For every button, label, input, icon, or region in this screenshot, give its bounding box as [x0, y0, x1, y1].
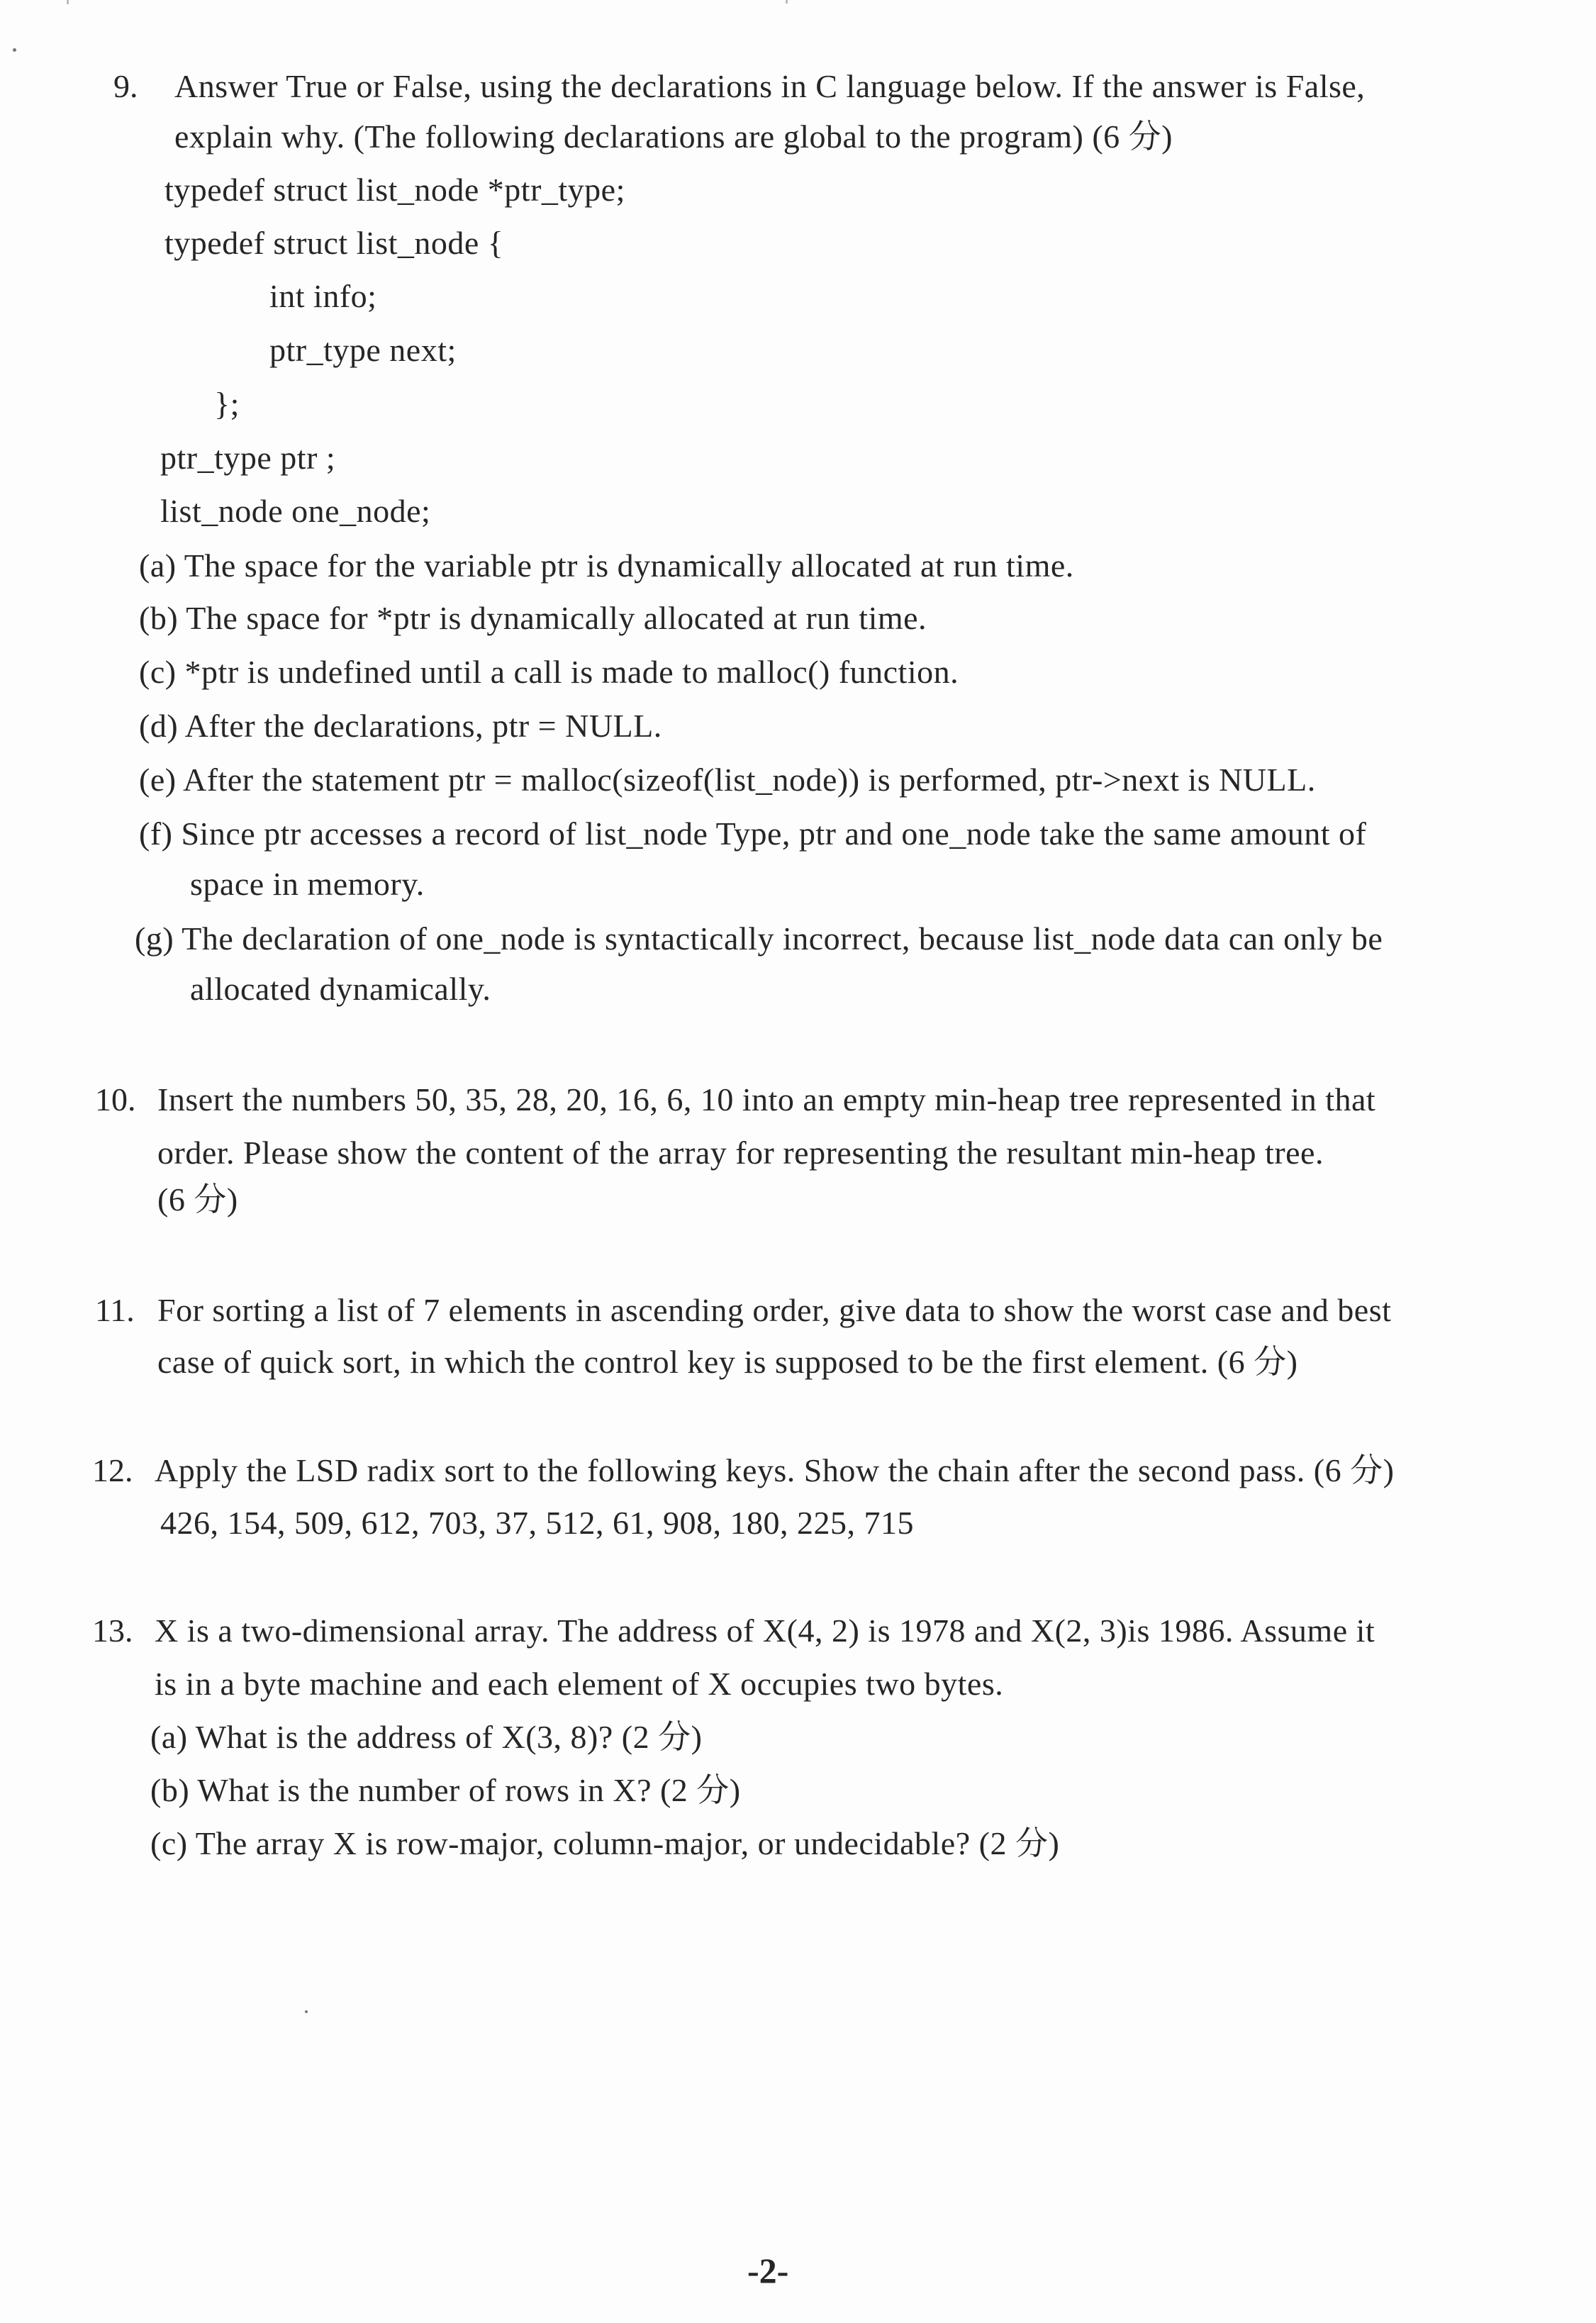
- q11-number: 11.: [95, 1292, 135, 1328]
- q13-item-a: (a) What is the address of X(3, 8)? (2 分): [150, 1719, 703, 1755]
- q13-line-2: is in a byte machine and each element of X occupies two bytes.: [155, 1666, 1004, 1702]
- q10-number: 10.: [95, 1081, 136, 1118]
- q13-line-1: X is a two-dimensional array. The address of X(4, 2) is 1978 and X(2, 3)is 1986. Assume it: [155, 1612, 1375, 1649]
- q12-line-1: Apply the LSD radix sort to the following keys. Show the chain after the second pass. (6 分): [155, 1452, 1395, 1488]
- page-number: -2-: [747, 2251, 789, 2290]
- q9-line-2: explain why. (The following declarations are global to the program) (6 分): [174, 118, 1173, 155]
- q9-item-f-line-1: (f) Since ptr accesses a record of list_node Type, ptr and one_node take the same amount of: [139, 815, 1367, 852]
- q10-line-3: (6 分): [157, 1181, 238, 1218]
- q11-line-1: For sorting a list of 7 elements in ascending order, give data to show the worst case and best: [157, 1292, 1392, 1328]
- q9-code-line-7: list_node one_node;: [160, 493, 431, 529]
- q9-code-line-3: int info;: [269, 278, 377, 314]
- q13-item-c: (c) The array X is row-major, column-major, or undecidable? (2 分): [150, 1825, 1060, 1861]
- q9-code-line-4: ptr_type next;: [269, 332, 457, 368]
- q9-item-f-line-2: space in memory.: [190, 866, 425, 902]
- scan-mark-top-mid: [786, 0, 788, 4]
- q11-line-2: case of quick sort, in which the control key is supposed to be the first element. (6 分): [157, 1344, 1298, 1380]
- scan-speck-bottom: [305, 2010, 308, 2013]
- q9-code-line-1: typedef struct list_node *ptr_type;: [164, 172, 625, 208]
- q9-code-line-5: };: [214, 386, 240, 422]
- q10-line-1: Insert the numbers 50, 35, 28, 20, 16, 6, 10 into an empty min-heap tree represented in that: [157, 1081, 1376, 1118]
- q13-number: 13.: [92, 1612, 133, 1649]
- q9-code-line-6: ptr_type ptr ;: [160, 440, 336, 476]
- q9-item-a: (a) The space for the variable ptr is dynamically allocated at run time.: [139, 547, 1074, 584]
- q9-code-line-2: typedef struct list_node {: [164, 225, 504, 261]
- q9-item-g-line-1: (g) The declaration of one_node is syntactically incorrect, because list_node data can only be: [135, 920, 1383, 957]
- q10-line-2: order. Please show the content of the array for representing the resultant min-heap tree.: [157, 1135, 1324, 1171]
- q9-line-1: Answer True or False, using the declarations in C language below. If the answer is False,: [174, 68, 1366, 104]
- q9-item-c: (c) *ptr is undefined until a call is made to malloc() function.: [139, 654, 959, 690]
- q9-item-b: (b) The space for *ptr is dynamically allocated at run time.: [139, 600, 927, 636]
- q12-keys-line: 426, 154, 509, 612, 703, 37, 512, 61, 908, 180, 225, 715: [160, 1505, 914, 1541]
- q12-number: 12.: [92, 1452, 133, 1488]
- q9-item-e: (e) After the statement ptr = malloc(sizeof(list_node)) is performed, ptr->next is NULL.: [139, 762, 1316, 798]
- scan-speck-left: [13, 48, 16, 52]
- q9-item-d: (d) After the declarations, ptr = NULL.: [139, 708, 662, 744]
- q9-item-g-line-2: allocated dynamically.: [190, 971, 491, 1007]
- q9-number: 9.: [113, 68, 138, 104]
- q13-item-b: (b) What is the number of rows in X? (2 分): [150, 1772, 741, 1808]
- scan-mark-top-left: [67, 0, 69, 4]
